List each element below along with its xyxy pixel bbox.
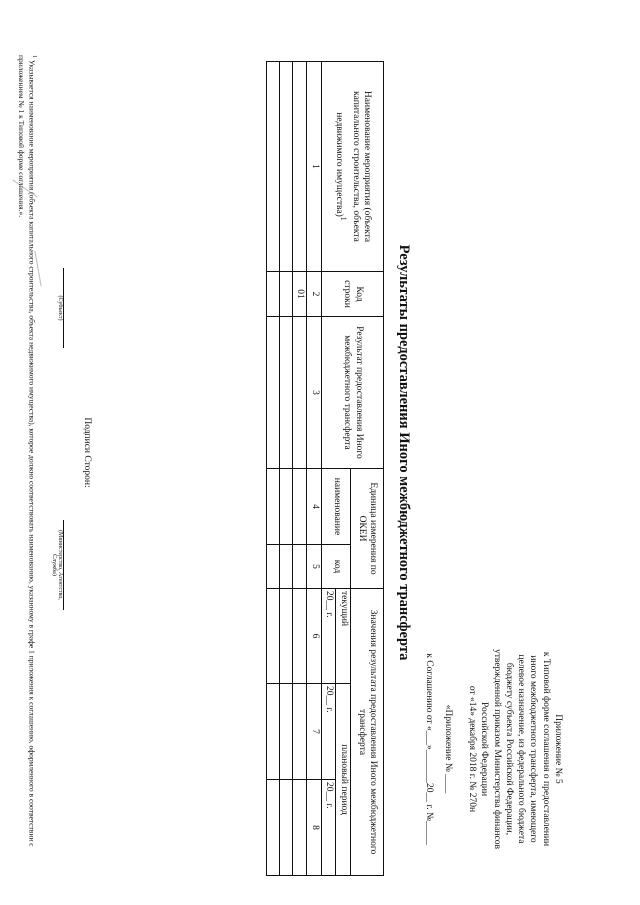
table-row xyxy=(293,62,308,876)
header-unit: Единица измерения по ОКЕИ xyxy=(351,469,384,589)
table-cell xyxy=(293,545,308,589)
appendix-line: Приложение № 5 xyxy=(553,714,563,784)
header-event-text: Наименование мероприятия (объекта капитального строительства, объекта недвижимого имущества) xyxy=(334,90,373,243)
table-cell xyxy=(267,545,280,589)
appendix-ref-number: «Приложение № ____ xyxy=(442,704,453,794)
signature-subject xyxy=(57,268,74,348)
column-number: 8 xyxy=(307,780,322,876)
table-cell xyxy=(267,317,280,469)
header-code: Код строки xyxy=(322,272,384,317)
table-cell xyxy=(267,589,280,684)
appendix-line: к Типовой форме соглашения о предоставлении xyxy=(540,651,551,847)
header-result: Результат предоставления Иного межбюджетного трансферта xyxy=(322,317,384,469)
table-cell xyxy=(280,317,293,469)
page-title: Результаты предоставления Иного межбюджетного трансферта xyxy=(396,244,412,661)
column-number: 1 xyxy=(307,62,322,272)
column-number: 6 xyxy=(307,589,322,684)
signature-line xyxy=(63,520,74,610)
header-values: Значения результата предоставления Иного межбюджетного трансферта xyxy=(351,589,384,876)
footnote xyxy=(17,55,40,875)
table-cell xyxy=(267,62,280,272)
results-table xyxy=(266,61,384,876)
table-cell xyxy=(267,780,280,876)
table-cell xyxy=(280,62,293,272)
table-cell xyxy=(267,684,280,780)
signature-ministry xyxy=(51,520,74,610)
header-event xyxy=(322,62,384,272)
signature-caption: (Субъект) xyxy=(57,295,63,321)
header-year-plan2: 20__ г. xyxy=(322,780,337,876)
appendix-header xyxy=(423,619,564,879)
signature-line xyxy=(63,268,74,348)
header-unit-name: наименование xyxy=(322,469,351,545)
column-number: 3 xyxy=(307,317,322,469)
table-cell xyxy=(267,272,280,317)
table-cell xyxy=(280,684,293,780)
footnote-text: Указывается наименование мероприятия (объекта капитального строительства, объекта недвижимого имущества), которое должно соответствовать наименованию, указанному в графе 1 приложения к соглашению, оформленного в соответствии с приложением № 1 к Типовой форме соглашения.». xyxy=(17,55,37,847)
column-number: 2 xyxy=(307,272,322,317)
table-cell xyxy=(293,684,308,780)
appendix-line: утвержденной приказом Министерства финансов xyxy=(491,649,502,849)
appendix-line: от «14» декабря 2018 г. № 270н xyxy=(466,685,477,813)
column-number: 7 xyxy=(307,684,322,780)
table-row xyxy=(267,62,280,876)
footnote-ref: 1 xyxy=(339,216,349,221)
table-cell xyxy=(280,545,293,589)
appendix-line: целевое назначение, из федерального бюджета xyxy=(516,654,527,844)
table-cell xyxy=(267,469,280,545)
header-year-current: 20__ г. xyxy=(322,589,337,684)
table-cell xyxy=(293,62,308,272)
appendix-line: бюджету субъекта Российской Федерации, xyxy=(503,662,514,836)
signatures-label: Подписи Сторон: xyxy=(82,417,92,488)
footnote-marker: 1 xyxy=(31,55,37,58)
table-cell: 01 xyxy=(293,272,308,317)
appendix-ref-agreement: к Соглашению от «___»_______20__ г. №_____ xyxy=(424,653,435,845)
appendix-line: иного межбюджетного трансферта, имеющего xyxy=(528,655,539,843)
table-cell xyxy=(280,780,293,876)
table-cell xyxy=(293,589,308,684)
table-cell xyxy=(293,317,308,469)
column-number: 4 xyxy=(307,469,322,545)
table-cell xyxy=(293,469,308,545)
header-unit-code: код xyxy=(322,545,351,589)
table-cell xyxy=(280,272,293,317)
table-cell xyxy=(293,780,308,876)
column-number: 5 xyxy=(307,545,322,589)
table-cell xyxy=(280,469,293,545)
table-row xyxy=(280,62,293,876)
table-cell xyxy=(280,589,293,684)
header-row xyxy=(351,62,384,876)
header-plan: плановый период xyxy=(336,684,351,876)
header-year-plan1: 20__ г. xyxy=(322,684,337,780)
column-number-row xyxy=(307,62,322,876)
appendix-line: Российской Федерации xyxy=(479,701,490,797)
signature-caption: (Министерство, Агентство, Служба) xyxy=(51,530,63,600)
header-current: текущий xyxy=(336,589,351,684)
